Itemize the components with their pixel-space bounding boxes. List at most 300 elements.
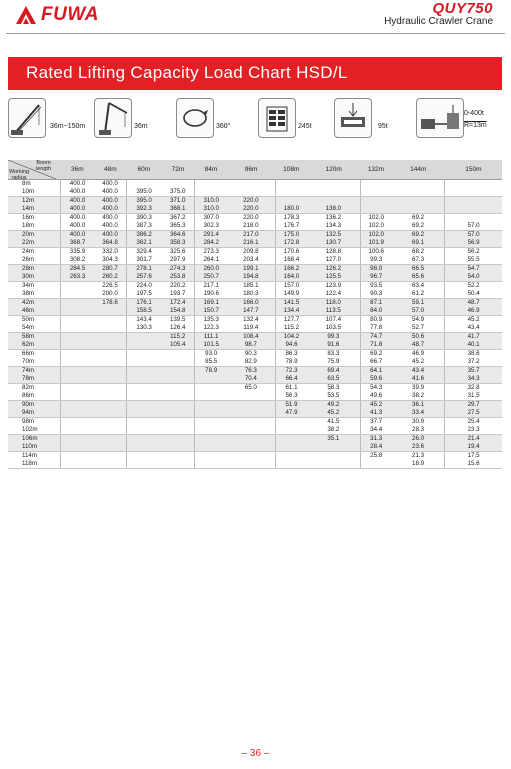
capacity-cell: 15.6 (445, 460, 502, 469)
capacity-cell: 96.7 (360, 273, 392, 282)
table-row (8, 460, 502, 469)
capacity-cell (392, 188, 445, 197)
capacity-cell: 100.6 (360, 248, 392, 257)
capacity-cell: 400.0 (61, 197, 94, 206)
capacity-cell (94, 375, 127, 384)
capacity-cell (94, 401, 127, 410)
capacity-cell: 49.6 (360, 392, 392, 401)
capacity-cell (127, 401, 161, 410)
header-boom-length: 120m (307, 160, 360, 180)
capacity-cell: 69.2 (360, 350, 392, 359)
capacity-cell: 77.8 (360, 324, 392, 333)
capacity-cell: 51.9 (275, 401, 307, 410)
capacity-cell: 170.6 (275, 248, 307, 257)
capacity-cell: 278.1 (127, 265, 161, 274)
capacity-cell: 176.1 (127, 299, 161, 308)
boom-length-label: 36m~150m (50, 123, 86, 130)
capacity-cell (360, 197, 392, 206)
capacity-cell (161, 418, 195, 427)
capacity-cell: 154.8 (161, 307, 195, 316)
capacity-cell (445, 188, 502, 197)
capacity-cell: 38.2 (307, 426, 360, 435)
capacity-cell: 132.5 (307, 231, 360, 240)
capacity-cell: 260.2 (94, 273, 127, 282)
capacity-cell (195, 409, 227, 418)
capacity-cell: 41.3 (360, 409, 392, 418)
capacity-cell: 141.5 (275, 299, 307, 308)
capacity-cell (61, 435, 94, 444)
table-row (8, 231, 502, 240)
capacity-cell: 29.7 (445, 401, 502, 410)
capacity-cell (195, 375, 227, 384)
capacity-cell: 199.1 (227, 265, 275, 274)
capacity-cell: 175.0 (275, 231, 307, 240)
capacity-cell: 53.5 (307, 392, 360, 401)
capacity-cell: 284.2 (195, 239, 227, 248)
capacity-cell: 48.7 (392, 341, 445, 350)
capacity-cell: 172.4 (161, 299, 195, 308)
capacity-cell: 33.4 (392, 409, 445, 418)
capacity-cell: 102.0 (360, 222, 392, 231)
capacity-cell (227, 443, 275, 452)
capacity-cell (307, 443, 360, 452)
capacity-cell: 46.9 (412, 350, 425, 357)
capacity-cell (307, 460, 360, 469)
table-row (8, 333, 502, 342)
working-radius-cell: 16m (8, 214, 61, 223)
capacity-cell: 108.4 (227, 333, 275, 342)
capacity-cell (161, 426, 195, 435)
capacity-cell (94, 341, 127, 350)
capacity-cell: 217.1 (195, 282, 227, 291)
working-radius-cell: 114m (8, 452, 61, 461)
capacity-cell: 41.7 (445, 333, 502, 342)
capacity-cell (127, 358, 161, 367)
capacity-cell (161, 384, 195, 393)
capacity-cell (360, 188, 392, 197)
capacity-cell: 273.3 (195, 248, 227, 257)
capacity-cell: 274.3 (161, 265, 195, 274)
capacity-cell: 185.1 (243, 282, 259, 289)
capacity-cell (275, 435, 307, 444)
table-corner-cell (8, 160, 61, 180)
capacity-cell (275, 180, 307, 189)
capacity-cell: 35.7 (445, 367, 502, 376)
capacity-cell: 400.0 (102, 214, 118, 221)
capacity-cell (445, 205, 502, 214)
capacity-cell: 226.5 (102, 282, 118, 289)
capacity-cell: 58.3 (327, 384, 340, 391)
capacity-cell: 329.4 (127, 248, 161, 257)
capacity-cell: 166.2 (275, 265, 307, 274)
capacity-cell: 54.3 (360, 384, 392, 393)
capacity-cell: 115.2 (161, 333, 195, 342)
capacity-cell: 395.0 (127, 188, 161, 197)
table-row (8, 401, 502, 410)
capacity-cell: 132.4 (243, 316, 259, 323)
capacity-cell: 304.3 (94, 256, 127, 265)
capacity-cell: 101.5 (195, 341, 227, 350)
capacity-cell: 200.0 (94, 290, 127, 299)
capacity-cell (94, 426, 127, 435)
capacity-cell: 39.9 (412, 384, 425, 391)
working-radius-cell: 74m (8, 367, 61, 376)
working-radius-cell: 42m (8, 299, 61, 308)
table-row (8, 290, 502, 299)
working-radius-cell: 34m (8, 282, 61, 291)
table-row (8, 367, 502, 376)
capacity-cell (94, 333, 127, 342)
capacity-cell: 66.4 (275, 375, 307, 384)
capacity-cell: 126.2 (307, 265, 360, 274)
capacity-cell: 43.4 (392, 367, 445, 376)
capacity-cell: 387.3 (127, 222, 161, 231)
capacity-cell: 103.5 (307, 324, 360, 333)
capacity-cell: 218.0 (227, 222, 275, 231)
capacity-cell: 325.6 (169, 248, 186, 255)
table-body (8, 180, 502, 469)
table-row (8, 299, 502, 308)
slewing-label: 360° (216, 123, 231, 130)
capacity-cell: 264.1 (195, 256, 227, 265)
capacity-cell: 64.1 (360, 367, 392, 376)
capacity-cell: 216.1 (227, 239, 275, 248)
capacity-cell (94, 350, 127, 359)
capacity-cell (61, 324, 94, 333)
capacity-cell: 46.9 (445, 307, 502, 316)
capacity-cell (127, 367, 161, 376)
table-row (8, 282, 502, 291)
working-radius-cell: 82m (8, 384, 61, 393)
capacity-cell (161, 460, 195, 469)
capacity-cell: 68.2 (412, 248, 425, 255)
capacity-cell (61, 418, 94, 427)
capacity-cell: 56.3 (275, 392, 307, 401)
capacity-cell: 253.8 (161, 273, 195, 282)
capacity-cell: 135.3 (195, 316, 227, 325)
capacity-cell (94, 316, 127, 325)
capacity-cell (392, 205, 445, 214)
capacity-cell: 17.5 (445, 452, 502, 461)
capacity-cell: 25.4 (445, 418, 502, 427)
capacity-cell: 368.1 (161, 205, 195, 214)
working-radius-cell: 18m (8, 222, 61, 231)
capacity-cell (275, 197, 307, 206)
capacity-cell: 115.2 (275, 324, 307, 333)
capacity-cell: 37.7 (360, 418, 392, 427)
capacity-cell: 307.0 (195, 214, 227, 223)
capacity-cell: 364.6 (161, 231, 195, 240)
capacity-cell (161, 350, 195, 359)
capacity-cell (445, 214, 502, 223)
capacity-cell: 172.8 (275, 239, 307, 248)
capacity-cell: 168.4 (275, 256, 307, 265)
working-radius-cell: 8m (8, 180, 61, 189)
capacity-cell (195, 443, 227, 452)
header-boom-length: 60m (127, 160, 161, 180)
capacity-cell: 400.0 (94, 197, 127, 206)
capacity-cell: 54.0 (445, 273, 502, 282)
capacity-cell (195, 180, 227, 189)
capacity-cell: 59.1 (392, 299, 445, 308)
capacity-cell: 50.6 (392, 333, 445, 342)
capacity-cell: 169.1 (195, 299, 227, 308)
capacity-cell (61, 443, 94, 452)
working-radius-cell: 46m (8, 307, 61, 316)
capacity-cell (307, 452, 360, 461)
capacity-cell: 57.0 (445, 222, 502, 231)
configuration-icons (8, 98, 502, 142)
capacity-cell: 19.4 (445, 443, 502, 452)
table-row (8, 188, 502, 197)
capacity-cell: 176.7 (275, 222, 307, 231)
capacity-cell (161, 358, 195, 367)
capacity-cell (94, 460, 127, 469)
capacity-cell: 118.0 (307, 299, 360, 308)
capacity-cell: 93.0 (195, 350, 227, 359)
table-row (8, 341, 502, 350)
capacity-cell: 280.7 (94, 265, 127, 274)
capacity-cell: 41.5 (327, 418, 340, 425)
capacity-cell: 301.7 (127, 256, 161, 265)
working-radius-cell: 26m (8, 256, 61, 265)
capacity-cell: 35.1 (307, 435, 360, 444)
capacity-cell: 260.0 (195, 265, 227, 274)
capacity-cell: 40.1 (445, 341, 502, 350)
capacity-cell (94, 358, 127, 367)
working-radius-cell: 12m (8, 197, 61, 206)
capacity-cell: 71.8 (360, 341, 392, 350)
capacity-cell (61, 401, 94, 410)
capacity-cell (227, 392, 275, 401)
capacity-cell (127, 375, 161, 384)
capacity-cell (94, 443, 127, 452)
capacity-cell (127, 384, 161, 393)
capacity-cell: 52.2 (445, 282, 502, 291)
capacity-cell (161, 401, 195, 410)
capacity-cell (94, 392, 127, 401)
capacity-cell: 203.4 (227, 256, 275, 265)
header-divider (6, 33, 505, 34)
capacity-cell (61, 375, 94, 384)
capacity-cell (195, 452, 227, 461)
capacity-cell (61, 282, 94, 291)
capacity-cell: 123.9 (325, 282, 342, 289)
capacity-cell: 57.0 (392, 307, 445, 316)
capacity-cell: 164.0 (275, 273, 307, 282)
working-radius-cell: 38m (8, 290, 61, 299)
capacity-cell: 166.0 (227, 299, 275, 308)
working-radius-cell: 30m (8, 273, 61, 282)
table-row (8, 307, 502, 316)
capacity-cell: 34.4 (360, 426, 392, 435)
capacity-cell: 78.9 (195, 367, 227, 376)
capacity-cell: 28.3 (392, 426, 445, 435)
capacity-cell (61, 341, 94, 350)
table-row (8, 273, 502, 282)
capacity-cell: 128.8 (325, 248, 342, 255)
capacity-cell: 69.2 (412, 214, 425, 221)
capacity-cell: 54.7 (445, 265, 502, 274)
working-radius-cell: 70m (8, 358, 61, 367)
capacity-cell: 23.6 (392, 443, 445, 452)
capacity-cell: 139.5 (169, 316, 186, 323)
capacity-cell: 122.4 (307, 290, 360, 299)
capacity-cell (227, 460, 275, 469)
header-boom-length: 150m (445, 160, 502, 180)
capacity-cell (61, 358, 94, 367)
fuwa-logo-icon (14, 4, 38, 26)
capacity-cell: 178.3 (275, 214, 307, 223)
capacity-cell: 136.2 (325, 214, 342, 221)
capacity-cell (360, 460, 392, 469)
capacity-cell: 400.0 (69, 180, 86, 187)
capacity-cell: 371.0 (161, 197, 195, 206)
table-row (8, 256, 502, 265)
capacity-cell: 178.6 (94, 299, 127, 308)
capacity-cell: 50.4 (445, 290, 502, 299)
capacity-cell: 28.4 (360, 443, 392, 452)
capacity-cell (195, 401, 227, 410)
capacity-cell: 310.0 (195, 205, 227, 214)
capacity-cell (127, 392, 161, 401)
model-number: QUY750 (432, 0, 493, 17)
capacity-cell: 21.4 (445, 435, 502, 444)
superlift-tray-weight-label: 0-400t (464, 110, 484, 117)
capacity-cell (61, 452, 94, 461)
capacity-cell: 98.0 (360, 265, 392, 274)
capacity-cell: 45.2 (392, 358, 445, 367)
capacity-cell (61, 316, 94, 325)
capacity-cell: 21.3 (412, 452, 425, 459)
capacity-cell: 23.3 (445, 426, 502, 435)
capacity-cell: 91.6 (307, 341, 360, 350)
capacity-cell: 400.0 (94, 205, 127, 214)
capacity-cell: 224.0 (127, 282, 161, 291)
capacity-cell: 84.0 (360, 307, 392, 316)
capacity-cell: 101.9 (360, 239, 392, 248)
header-boom-length: 96m (227, 160, 275, 180)
capacity-cell: 66.7 (360, 358, 392, 367)
capacity-cell (94, 384, 127, 393)
capacity-cell: 31.3 (360, 435, 392, 444)
capacity-cell: 105.4 (161, 341, 195, 350)
capacity-cell (94, 307, 127, 316)
capacity-cell (161, 392, 195, 401)
capacity-cell: 37.2 (445, 358, 502, 367)
header-boom-length: 72m (161, 160, 195, 180)
capacity-cell (127, 452, 161, 461)
capacity-cell: 143.4 (127, 316, 161, 325)
capacity-cell: 78.9 (275, 358, 307, 367)
capacity-cell: 65.0 (244, 384, 257, 391)
header-boom-length: 132m (360, 160, 392, 180)
capacity-cell: 56.9 (445, 239, 502, 248)
capacity-cell: 134.4 (275, 307, 307, 316)
capacity-cell: 220.0 (227, 205, 275, 214)
capacity-cell (195, 435, 227, 444)
capacity-cell: 74.7 (360, 333, 392, 342)
capacity-cell: 90.3 (360, 290, 392, 299)
table-row (8, 205, 502, 214)
capacity-cell (275, 460, 307, 469)
capacity-cell: 130.7 (307, 239, 360, 248)
capacity-cell (195, 392, 227, 401)
capacity-cell (127, 341, 161, 350)
superlift-tray-icon (416, 98, 464, 138)
capacity-cell (61, 290, 94, 299)
capacity-cell (307, 180, 360, 189)
capacity-cell (275, 418, 307, 427)
superlift-tray-radius-label: R=13m (464, 122, 487, 129)
working-radius-cell: 62m (8, 341, 61, 350)
capacity-cell: 190.6 (195, 290, 227, 299)
working-radius-cell: 54m (8, 324, 61, 333)
capacity-cell: 209.8 (243, 248, 259, 255)
capacity-cell: 107.4 (325, 316, 342, 323)
capacity-cell: 87.1 (360, 299, 392, 308)
capacity-cell: 220.0 (243, 214, 259, 221)
capacity-cell (161, 443, 195, 452)
capacity-cell: 55.5 (445, 256, 502, 265)
working-radius-cell: 10m (8, 188, 61, 197)
capacity-cell: 392.3 (127, 205, 161, 214)
capacity-cell: 52.7 (392, 324, 445, 333)
capacity-cell (94, 418, 127, 427)
header-boom-length: 36m (61, 160, 94, 180)
capacity-cell: 122.3 (195, 324, 227, 333)
capacity-cell (161, 452, 195, 461)
capacity-cell (307, 197, 360, 206)
capacity-cell: 297.9 (161, 256, 195, 265)
capacity-cell: 400.0 (94, 231, 127, 240)
tower-jib-label: 36m (134, 123, 148, 130)
slewing-icon (176, 98, 214, 138)
working-radius-cell: 94m (8, 409, 61, 418)
working-radius-cell: 78m (8, 375, 61, 384)
capacity-cell: 130.3 (127, 324, 161, 333)
capacity-cell: 34.3 (445, 375, 502, 384)
capacity-cell: 63.4 (412, 282, 425, 289)
capacity-cell: 138.0 (307, 205, 360, 214)
capacity-cell: 45.2 (360, 401, 392, 410)
capacity-cell (275, 426, 307, 435)
capacity-cell (61, 392, 94, 401)
capacity-cell: 99.3 (307, 333, 360, 342)
capacity-cell (94, 435, 127, 444)
table-row (8, 384, 502, 393)
capacity-cell: 220.0 (227, 197, 275, 206)
capacity-cell: 75.9 (307, 358, 360, 367)
capacity-cell: 150.7 (195, 307, 227, 316)
capacity-cell (61, 409, 94, 418)
capacity-cell: 263.3 (61, 273, 94, 282)
capacity-cell: 180.3 (227, 290, 275, 299)
working-radius-cell: 90m (8, 401, 61, 410)
capacity-cell: 85.5 (195, 358, 227, 367)
capacity-cell: 395.0 (127, 197, 161, 206)
working-radius-cell: 86m (8, 392, 61, 401)
table-row (8, 350, 502, 359)
table-row (8, 222, 502, 231)
capacity-cell: 149.9 (275, 290, 307, 299)
counterweight-icon (258, 98, 296, 138)
capacity-cell: 49.2 (307, 401, 360, 410)
capacity-cell: 358.3 (161, 239, 195, 248)
capacity-cell: 400.0 (94, 222, 127, 231)
capacity-cell (445, 180, 502, 189)
capacity-cell: 147.7 (227, 307, 275, 316)
